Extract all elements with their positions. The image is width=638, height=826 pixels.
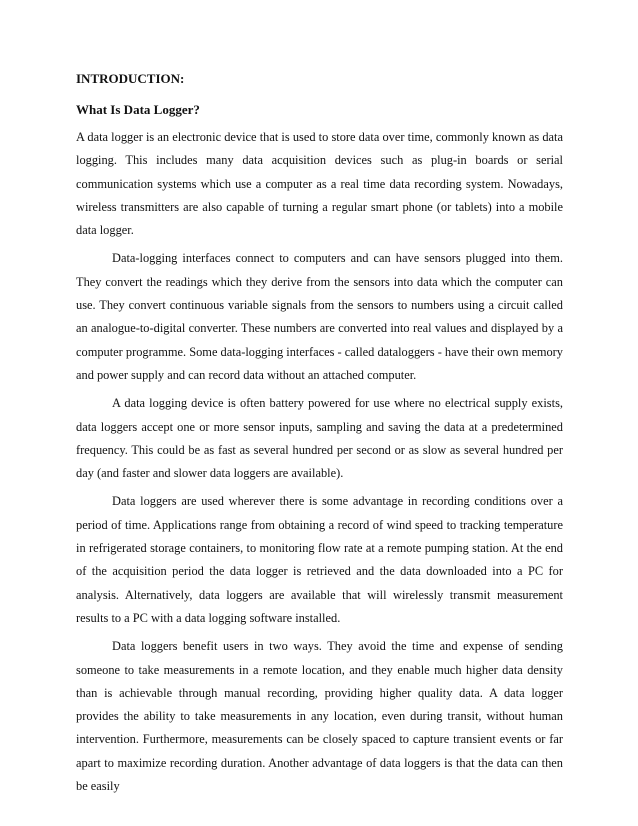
paragraph-4: Data loggers are used wherever there is some advantage in recording conditions over a period of time. Applications range from obtaining a record of wind speed to tracking temperature in refrigerated storage containers, to monitoring flow rate at a remote pumping station. At the end of the acquisition period the data logger is retrieved and the data downloaded into a PC for analysis. Alternatively, data loggers are available that will wirelessly transmit measurement results to a PC with a data logging software installed. — [76, 494, 563, 625]
section-heading-introduction: INTRODUCTION: — [76, 71, 185, 86]
paragraph-5: Data loggers benefit users in two ways. They avoid the time and expense of sending someone to take measurements in a remote location, and they enable much higher data density than is achievable through manual recording, providing higher quality data. A data logger provides the ability to take measurements in any location, even during transit, without human intervention. Furthermore, measurements can be closely spaced to capture transient events or far apart to maximize recording duration. Another advantage of data loggers is that the data can then be easily — [76, 639, 563, 794]
document-page — [76, 70, 563, 798]
subheading-what-is-data-logger: What Is Data Logger? — [76, 102, 200, 117]
paragraph-3: A data logging device is often battery powered for use where no electrical supply exists, data loggers accept one or more sensor inputs, sampling and saving the data at a predetermined frequency. This could be as fast as several hundred per second or as slow as several hundred per day (and faster and slower data loggers are available). — [76, 396, 563, 481]
paragraph-2: Data-logging interfaces connect to computers and can have sensors plugged into them. They convert the readings which they derive from the sensors into data which the computer can use. They convert continuous variable signals from the sensors to numbers using a circuit called an analogue-to-digital converter. These numbers are converted into real values and displayed by a computer programme. Some data-logging interfaces - called dataloggers - have their own memory and power supply and can record data without an attached computer. — [76, 251, 563, 382]
paragraph-1: A data logger is an electronic device that is used to store data over time, commonly known as data logging. This includes many data acquisition devices such as plug-in boards or serial communication systems which use a computer as a real time data recording system. Nowadays, wireless transmitters are also capable of turning a regular smart phone (or tablets) into a mobile data logger. — [76, 130, 563, 238]
